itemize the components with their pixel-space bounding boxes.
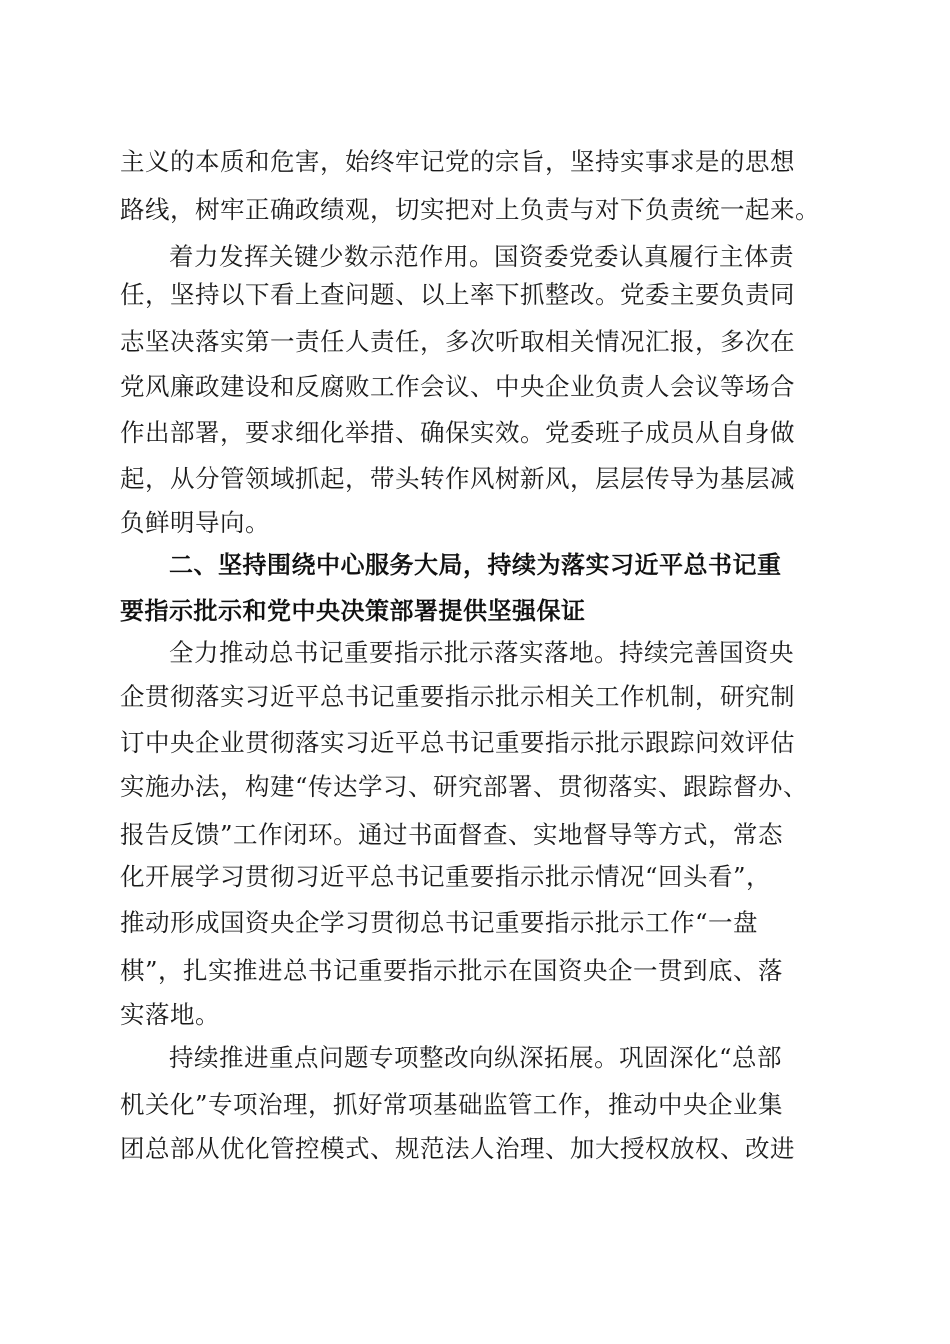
paragraph-2-line-6: 起，从分管领域抓起，带头转作风树新风，层层传导为基层减 <box>120 464 795 493</box>
paragraph-3-line-8: 棋”，扎实推进总书记重要指示批示在国资央企一贯到底、落 <box>120 956 784 985</box>
paragraph-1-line-1: 主义的本质和危害，始终牢记党的宗旨，坚持实事求是的思想 <box>120 147 795 176</box>
paragraph-2-line-3: 志坚决落实第一责任人责任，多次听取相关情况汇报，多次在 <box>120 327 795 356</box>
paragraph-4-line-1: 持续推进重点问题专项整改向纵深拓展。巩固深化“总部 <box>169 1043 783 1072</box>
paragraph-2-line-1: 着力发挥关键少数示范作用。国资委党委认真履行主体责 <box>169 242 794 271</box>
section-heading-line-1: 二、坚持围绕中心服务大局，持续为落实习近平总书记重 <box>169 551 782 579</box>
paragraph-3-line-5: 报告反馈”工作闭环。通过书面督查、实地督导等方式，常态 <box>120 820 784 849</box>
section-heading-line-2: 要指示批示和党中央决策部署提供坚强保证 <box>120 597 586 625</box>
paragraph-3-line-7: 推动形成国资央企学习贯彻总书记重要指示批示工作“一盘 <box>120 908 759 937</box>
paragraph-2-line-2: 任，坚持以下看上查问题、以上率下抓整改。党委主要负责同 <box>120 280 795 309</box>
paragraph-3-line-9: 实落地。 <box>120 1000 220 1029</box>
paragraph-4-line-3: 团总部从优化管控模式、规范法人治理、加大授权放权、改进 <box>120 1134 795 1163</box>
paragraph-3-line-6: 化开展学习贯彻习近平总书记重要指示批示情况“回头看”， <box>120 862 772 891</box>
paragraph-2-line-4: 党风廉政建设和反腐败工作会议、中央企业负责人会议等场合 <box>120 372 795 401</box>
paragraph-3-line-1: 全力推动总书记重要指示批示落实落地。持续完善国资央 <box>169 638 794 667</box>
paragraph-3-line-3: 订中央企业贯彻落实习近平总书记重要指示批示跟踪问效评估 <box>120 728 795 757</box>
paragraph-1-line-2: 路线，树牢正确政绩观，切实把对上负责与对下负责统一起来。 <box>120 195 820 224</box>
paragraph-2-line-5: 作出部署，要求细化举措、确保实效。党委班子成员从自身做 <box>120 418 795 447</box>
paragraph-3-line-2: 企贯彻落实习近平总书记重要指示批示相关工作机制，研究制 <box>120 682 795 711</box>
paragraph-2-line-7: 负鲜明导向。 <box>120 508 270 537</box>
paragraph-3-line-4: 实施办法，构建“传达学习、研究部署、贯彻落实、跟踪督办、 <box>120 772 809 801</box>
paragraph-4-line-2: 机关化”专项治理，抓好常项基础监管工作，推动中央企业集 <box>120 1090 784 1119</box>
